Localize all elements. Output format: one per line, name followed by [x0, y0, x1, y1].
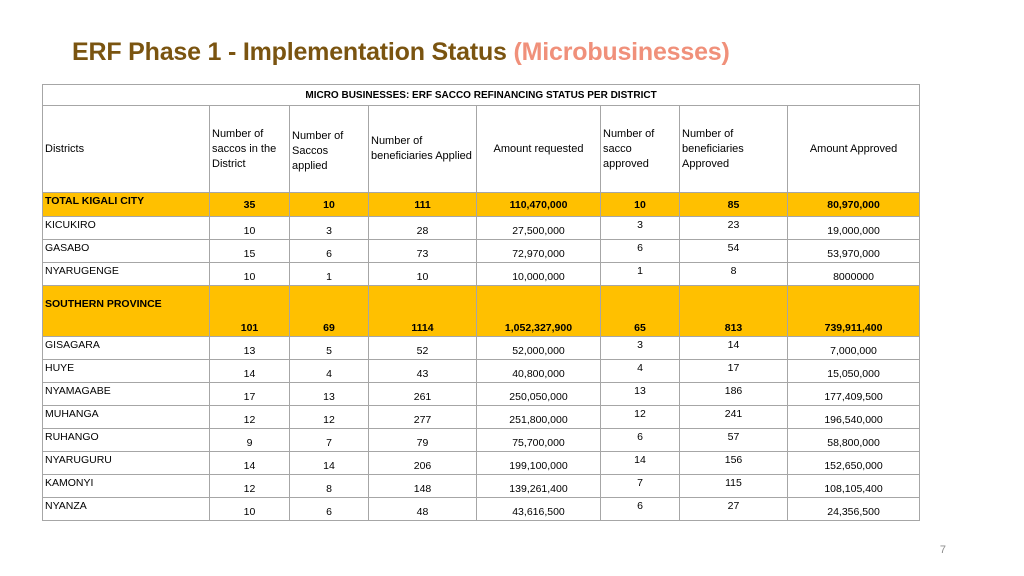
table-row — [43, 337, 920, 360]
table-cell: 52,000,000 — [477, 337, 601, 360]
table-cell: 43,616,500 — [477, 498, 601, 521]
table-cell: 73 — [369, 240, 477, 263]
table-caption: MICRO BUSINESSES: ERF SACCO REFINANCING STATUS PER DISTRICT — [43, 85, 920, 106]
table-cell: 196,540,000 — [788, 406, 920, 429]
table-cell: 1 — [601, 263, 680, 286]
table-cell: 4 — [601, 360, 680, 383]
table-cell: 19,000,000 — [788, 217, 920, 240]
table-cell: 8000000 — [788, 263, 920, 286]
table-cell: 12 — [210, 475, 290, 498]
table-cell: 17 — [680, 360, 788, 383]
table-cell: 156 — [680, 452, 788, 475]
table-cell: 65 — [601, 286, 680, 337]
table-cell: 52 — [369, 337, 477, 360]
table-cell: 148 — [369, 475, 477, 498]
table-row — [43, 452, 920, 475]
table-cell: 13 — [601, 383, 680, 406]
table-cell: 85 — [680, 193, 788, 217]
table-cell: 186 — [680, 383, 788, 406]
table-cell: 27 — [680, 498, 788, 521]
district-name-cell: MUHANGA — [43, 406, 210, 429]
district-name-cell: NYARUGURU — [43, 452, 210, 475]
table-row — [43, 475, 920, 498]
table-cell: 10,000,000 — [477, 263, 601, 286]
table-row — [43, 217, 920, 240]
table-cell: 3 — [601, 217, 680, 240]
table-cell: 206 — [369, 452, 477, 475]
table-cell: 177,409,500 — [788, 383, 920, 406]
table-cell: 40,800,000 — [477, 360, 601, 383]
table-cell: 9 — [210, 429, 290, 452]
table-cell: 13 — [290, 383, 369, 406]
table-cell: 813 — [680, 286, 788, 337]
column-header: Number of sacco approved — [601, 106, 680, 193]
table-cell: 110,470,000 — [477, 193, 601, 217]
table-cell: 14 — [210, 452, 290, 475]
table-cell: 139,261,400 — [477, 475, 601, 498]
table-cell: 28 — [369, 217, 477, 240]
district-name-cell: NYAMAGABE — [43, 383, 210, 406]
table-cell: 7 — [290, 429, 369, 452]
table-cell: 12 — [290, 406, 369, 429]
table-body — [43, 193, 920, 521]
slide-title-main: ERF Phase 1 - Implementation Status — [72, 38, 507, 66]
table-cell: 3 — [601, 337, 680, 360]
table-cell: 6 — [290, 498, 369, 521]
table-cell: 15,050,000 — [788, 360, 920, 383]
table-cell: 27,500,000 — [477, 217, 601, 240]
table-cell: 5 — [290, 337, 369, 360]
table-cell: 8 — [290, 475, 369, 498]
table-cell: 199,100,000 — [477, 452, 601, 475]
sacco-refinancing-table — [42, 84, 920, 521]
district-name-cell: TOTAL KIGALI CITY — [43, 193, 210, 217]
table-cell: 1,052,327,900 — [477, 286, 601, 337]
page-number: 7 — [939, 544, 946, 556]
district-name-cell: KICUKIRO — [43, 217, 210, 240]
table-cell: 250,050,000 — [477, 383, 601, 406]
table-cell: 79 — [369, 429, 477, 452]
table-cell: 10 — [210, 217, 290, 240]
table-cell: 43 — [369, 360, 477, 383]
table-cell: 69 — [290, 286, 369, 337]
table-cell: 72,970,000 — [477, 240, 601, 263]
table-cell: 277 — [369, 406, 477, 429]
table-cell: 241 — [680, 406, 788, 429]
table-cell: 101 — [210, 286, 290, 337]
table-cell: 14 — [210, 360, 290, 383]
table-cell: 10 — [369, 263, 477, 286]
table-row — [43, 498, 920, 521]
table-cell: 1 — [290, 263, 369, 286]
column-header: Number of saccos in the District — [210, 106, 290, 193]
table-cell: 10 — [601, 193, 680, 217]
slide-title — [72, 38, 730, 67]
table-cell: 14 — [680, 337, 788, 360]
column-header: Amount Approved — [788, 106, 920, 193]
table-cell: 14 — [290, 452, 369, 475]
table-cell: 54 — [680, 240, 788, 263]
table-row — [43, 383, 920, 406]
table-cell: 10 — [290, 193, 369, 217]
table-cell: 15 — [210, 240, 290, 263]
table-cell: 6 — [601, 429, 680, 452]
table-cell: 1114 — [369, 286, 477, 337]
table-row — [43, 240, 920, 263]
table-cell: 53,970,000 — [788, 240, 920, 263]
total-row — [43, 193, 920, 217]
table-cell: 10 — [210, 263, 290, 286]
table-cell: 6 — [601, 498, 680, 521]
table-cell: 261 — [369, 383, 477, 406]
table-row — [43, 406, 920, 429]
table-cell: 108,105,400 — [788, 475, 920, 498]
table-cell: 17 — [210, 383, 290, 406]
table-row — [43, 429, 920, 452]
total-row — [43, 286, 920, 337]
table-cell: 12 — [601, 406, 680, 429]
table-cell: 48 — [369, 498, 477, 521]
table-cell: 14 — [601, 452, 680, 475]
table-cell: 115 — [680, 475, 788, 498]
table-cell: 111 — [369, 193, 477, 217]
table-cell: 13 — [210, 337, 290, 360]
table-cell: 7,000,000 — [788, 337, 920, 360]
table-row — [43, 263, 920, 286]
table-cell: 10 — [210, 498, 290, 521]
table-cell: 24,356,500 — [788, 498, 920, 521]
table-cell: 23 — [680, 217, 788, 240]
column-header: Number of beneficiaries Applied — [369, 106, 477, 193]
column-header: Number of beneficiaries Approved — [680, 106, 788, 193]
table-cell: 6 — [601, 240, 680, 263]
table-cell: 739,911,400 — [788, 286, 920, 337]
table-cell: 4 — [290, 360, 369, 383]
table-cell: 58,800,000 — [788, 429, 920, 452]
table-row — [43, 360, 920, 383]
table-cell: 251,800,000 — [477, 406, 601, 429]
column-header: Amount requested — [477, 106, 601, 193]
district-name-cell: NYARUGENGE — [43, 263, 210, 286]
table-cell: 7 — [601, 475, 680, 498]
column-header: Districts — [43, 106, 210, 193]
table-cell: 8 — [680, 263, 788, 286]
district-name-cell: HUYE — [43, 360, 210, 383]
district-name-cell: SOUTHERN PROVINCE — [43, 286, 210, 337]
district-name-cell: KAMONYI — [43, 475, 210, 498]
table-cell: 152,650,000 — [788, 452, 920, 475]
table-cell: 3 — [290, 217, 369, 240]
district-name-cell: NYANZA — [43, 498, 210, 521]
table-cell: 80,970,000 — [788, 193, 920, 217]
district-name-cell: RUHANGO — [43, 429, 210, 452]
table-cell: 6 — [290, 240, 369, 263]
slide-title-accent: (Microbusinesses) — [513, 38, 730, 66]
table-cell: 57 — [680, 429, 788, 452]
table-cell: 35 — [210, 193, 290, 217]
district-name-cell: GISAGARA — [43, 337, 210, 360]
table-cell: 12 — [210, 406, 290, 429]
district-name-cell: GASABO — [43, 240, 210, 263]
column-header: Number of Saccos applied — [290, 106, 369, 193]
table-cell: 75,700,000 — [477, 429, 601, 452]
